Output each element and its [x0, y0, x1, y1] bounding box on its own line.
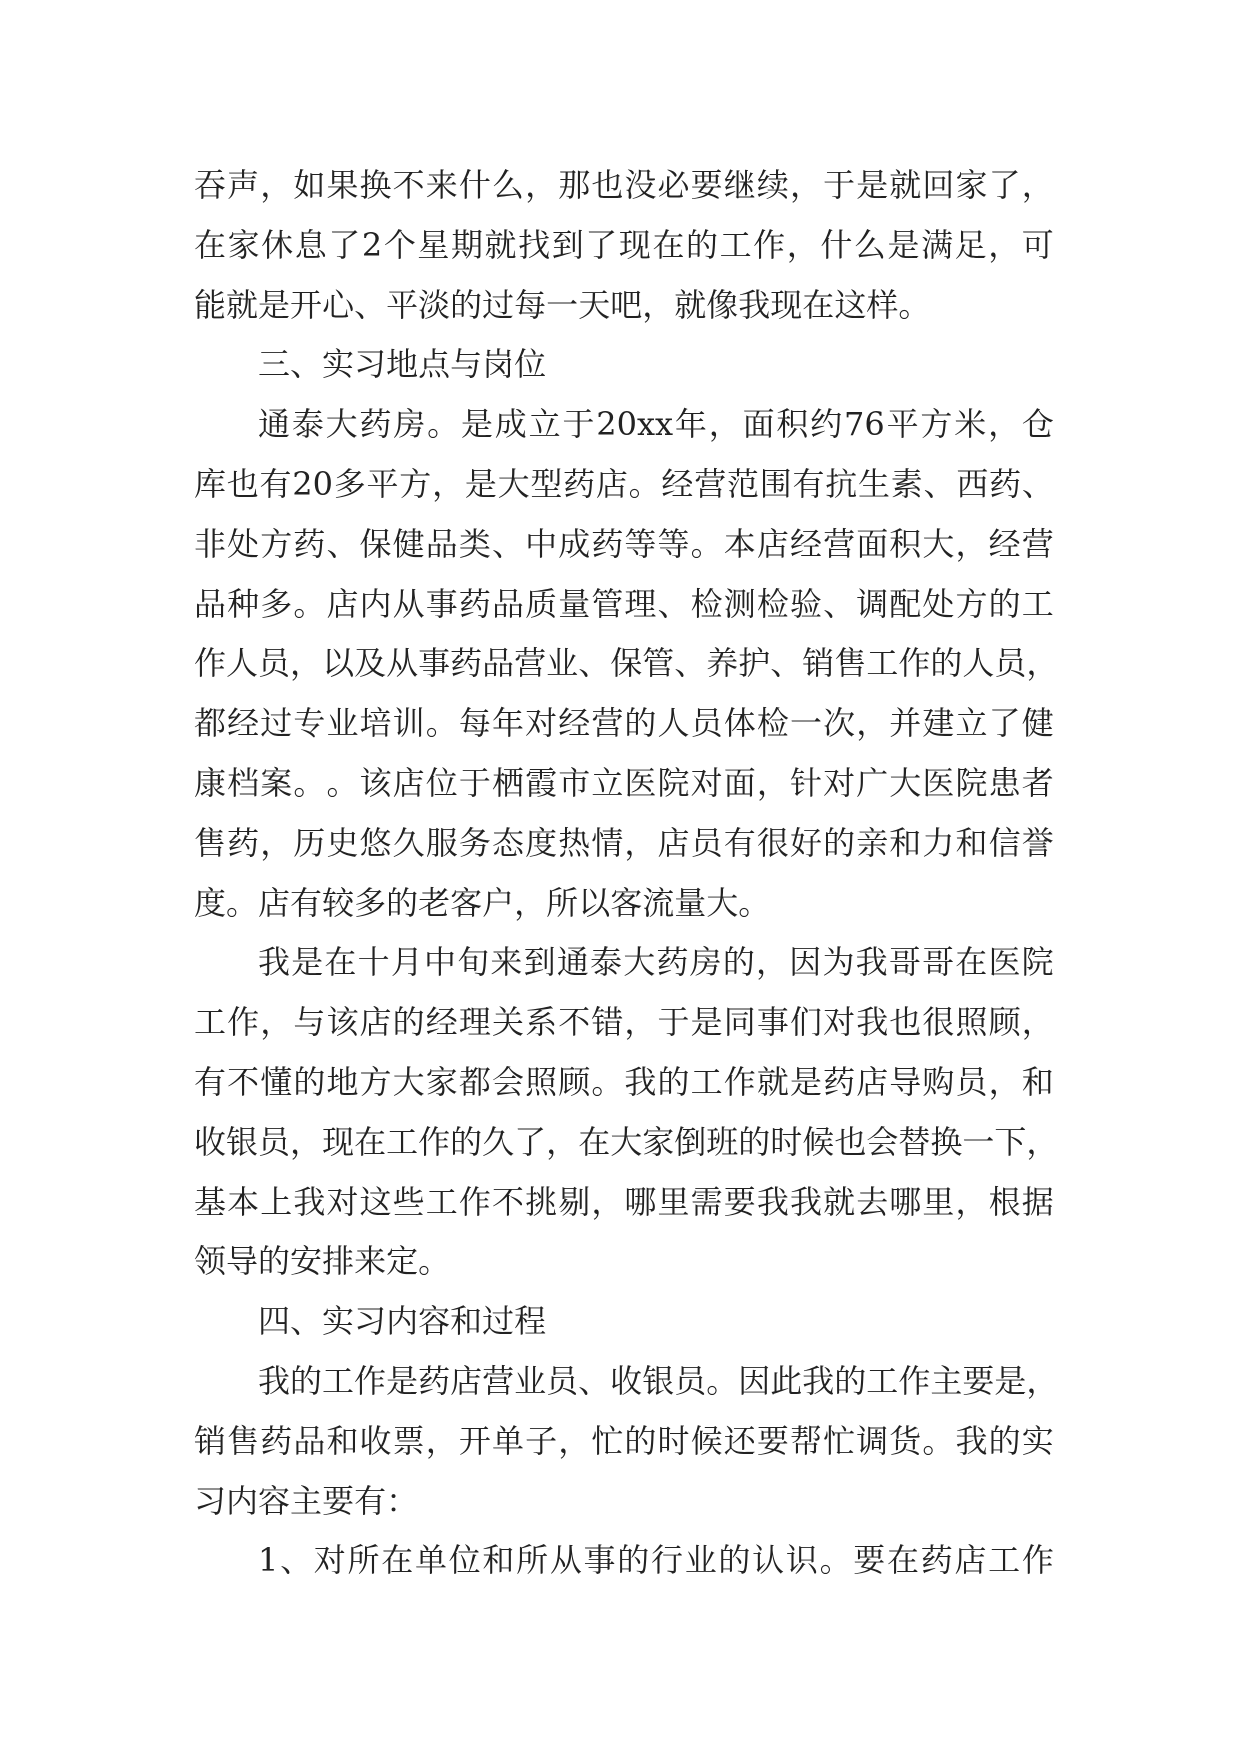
section-heading: 三 、 实 习 地 点 与 岗 位 — [258, 345, 547, 384]
text-line: 有 不 懂 的 地 方 大 家 都 会 照 顾 。 我 的 工 作 就 是 药 店 导 购 员 ， 和 — [194, 1062, 1054, 1101]
text-line: 习 内 容 主 要 有 ： — [194, 1481, 419, 1520]
text-line: 康 档 案 。 。 该 店 位 于 栖 霞 市 立 医 院 对 面 ， 针 对 广 大 医 院 患 者 — [194, 763, 1054, 802]
text-line: 工 作 ， 与 该 店 的 经 理 关 系 不 错 ， 于 是 同 事 们 对 我 也 很 照 顾 ， — [194, 1003, 1054, 1042]
text-line: 通 泰 大 药 房 。 是 成 立 于 20xx 年 ， 面 积 约 76 平 方 米 ， 仓 — [258, 405, 1054, 444]
text-line: 收 银 员 ， 现 在 工 作 的 久 了 ， 在 大 家 倒 班 的 时 候 也 会 替 换 一 下 ， — [194, 1122, 1059, 1161]
text-line: 库 也 有 20 多 平 方 ， 是 大 型 药 店 。 经 营 范 围 有 抗 生 素 、 西 药 、 — [194, 464, 1054, 503]
text-line: 度 。 店 有 较 多 的 老 客 户 ， 所 以 客 流 量 大 。 — [194, 883, 771, 922]
text-line: 我 的 工 作 是 药 店 营 业 员 、 收 银 员 。 因 此 我 的 工 作 主 要 是 ， — [258, 1361, 1059, 1400]
text-line: 售 药 ， 历 史 悠 久 服 务 态 度 热 情 ， 店 员 有 很 好 的 亲 和 力 和 信 誉 — [194, 823, 1054, 862]
text-line: 领 导 的 安 排 来 定 。 — [194, 1242, 451, 1281]
text-line: 非 处 方 药 、 保 健 品 类 、 中 成 药 等 等 。 本 店 经 营 面 积 大 ， 经 营 — [194, 524, 1054, 563]
text-line: 在 家 休 息 了 2 个 星 期 就 找 到 了 现 在 的 工 作 ， 什 么 是 满 足 ， 可 — [194, 225, 1054, 264]
document-body — [194, 156, 1059, 1591]
text-line: 都 经 过 专 业 培 训 。 每 年 对 经 营 的 人 员 体 检 一 次 ， 并 建 立 了 健 — [194, 704, 1054, 743]
text-line: 吞 声 ， 如 果 换 不 来 什 么 ， 那 也 没 必 要 继 续 ， 于 是 就 回 家 了 ， — [194, 166, 1054, 204]
text-line: 品 种 多 。 店 内 从 事 药 品 质 量 管 理 、 检 测 检 验 、 调 配 处 方 的 工 — [194, 584, 1054, 623]
text-line: 作 人 员 ， 以 及 从 事 药 品 营 业 、 保 管 、 养 护 、 销 售 工 作 的 人 员 ， — [194, 644, 1059, 683]
text-line: 我 是 在 十 月 中 旬 来 到 通 泰 大 药 房 的 ， 因 为 我 哥 哥 在 医 院 — [258, 943, 1054, 982]
text-line: 1 、 对 所 在 单 位 和 所 从 事 的 行 业 的 认 识 。 要 在 药 店 工 作 — [258, 1541, 1054, 1580]
text-line: 能 就 是 开 心 、 平 淡 的 过 每 一 天 吧 ， 就 像 我 现 在 这 样 。 — [194, 285, 931, 324]
text-line: 基 本 上 我 对 这 些 工 作 不 挑 剔 ， 哪 里 需 要 我 我 就 去 哪 里 ， 根 据 — [194, 1182, 1054, 1221]
text-line: 销 售 药 品 和 收 票 ， 开 单 子 ， 忙 的 时 候 还 要 帮 忙 调 货 。 我 的 实 — [194, 1421, 1054, 1460]
section-heading: 四 、 实 习 内 容 和 过 程 — [258, 1302, 547, 1341]
